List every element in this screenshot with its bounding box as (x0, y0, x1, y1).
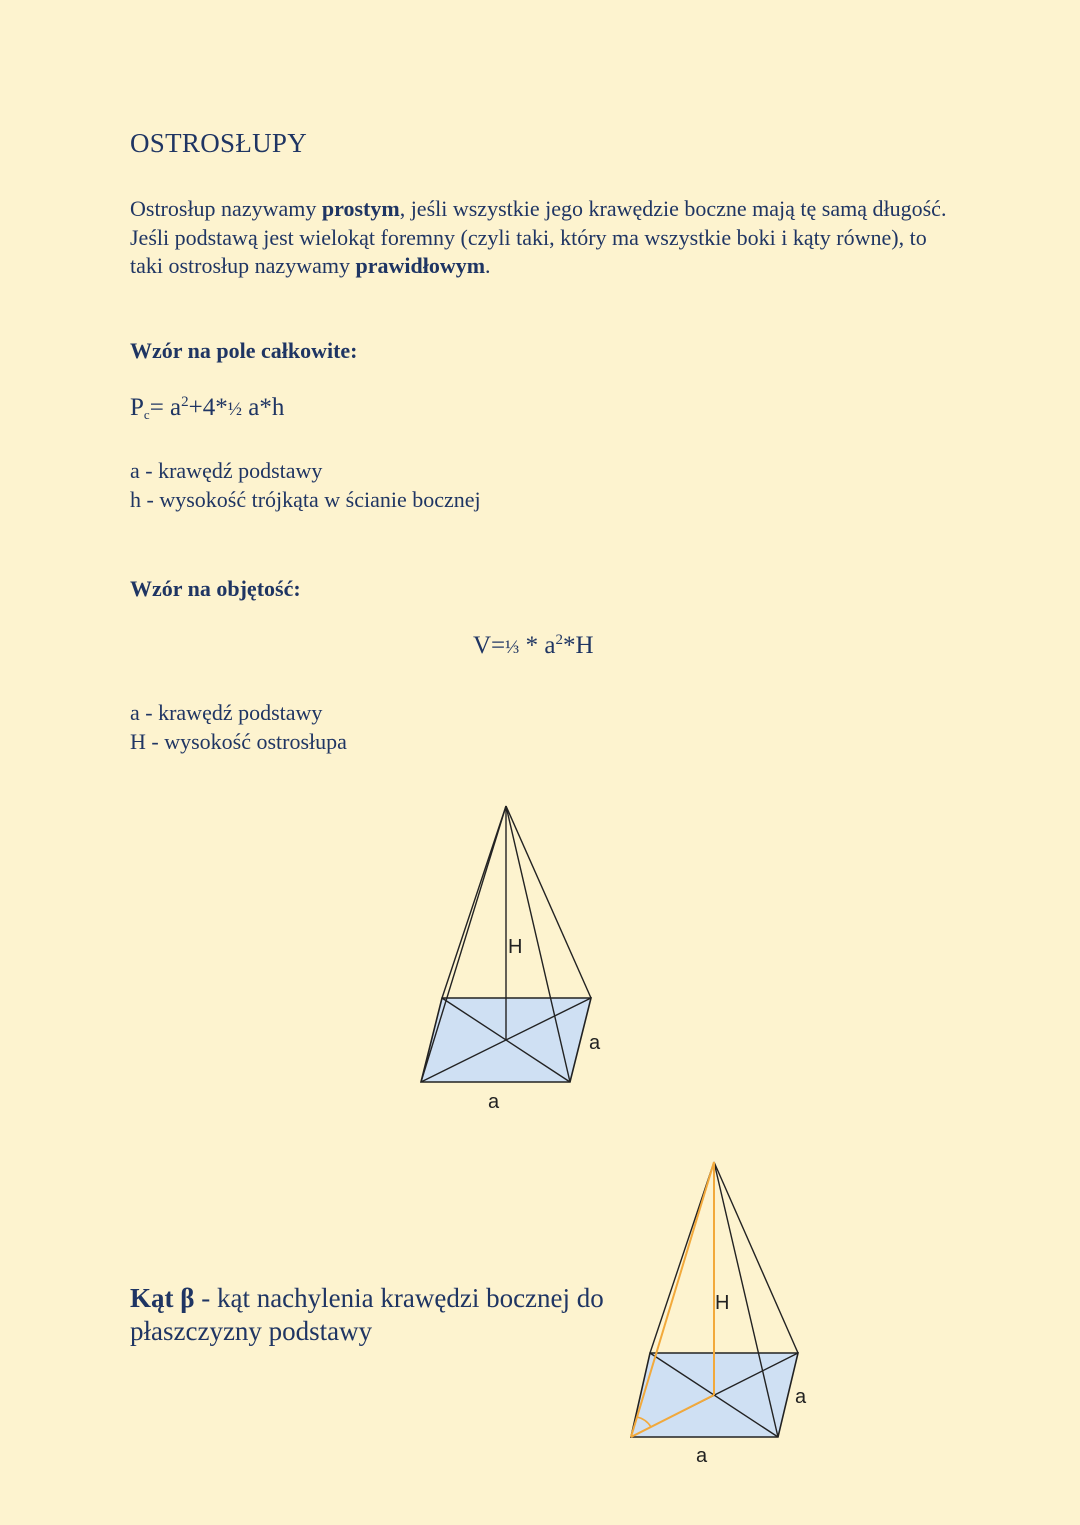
pyramid1-label-a-bottom: a (488, 1091, 500, 1113)
formula-part: = a (149, 394, 182, 421)
angle-description: - kąt nachylenia krawędzi bocznej do płaszczyzny podstawy (130, 1283, 604, 1346)
legend-item: h - wysokość trójkąta w ścianie bocznej (130, 486, 481, 512)
formula-subscript: c (143, 407, 150, 422)
pyramid2-label-H: H (715, 1292, 730, 1314)
legend-item: a - krawędź podstawy (130, 700, 323, 725)
intro-text: Ostrosłup nazywamy (130, 196, 322, 221)
pyramid2-edge (714, 1162, 798, 1353)
formula-fraction: ½ (227, 399, 242, 420)
intro-text: . (485, 253, 491, 278)
pyramid1-label-H: H (508, 936, 523, 958)
legend-item: a - krawędź podstawy (130, 458, 323, 483)
legend-item: H - wysokość ostrosłupa (130, 728, 347, 754)
formula-superscript: 2 (181, 394, 189, 410)
angle-term: Kąt β (130, 1283, 195, 1313)
term-prawidlowy: prawidłowym (355, 253, 486, 278)
formula-part: +4* (188, 394, 228, 421)
intro-text: Jeśli podstawą jest wielokąt foremny (czyli taki, który ma wszystkie boki i kąty równe), to taki ostrosłup nazywamy (130, 224, 927, 278)
formula-part: *H (563, 632, 594, 659)
pyramid2-label-a-side: a (795, 1386, 807, 1408)
formula-part: * a (519, 632, 556, 659)
formula-superscript: 2 (555, 632, 564, 648)
formula-part: a*h (242, 394, 285, 421)
area-heading: Wzór na pole całkowite: (130, 338, 358, 363)
formula-fraction: ⅓ (505, 637, 520, 658)
page-title: OSTROSŁUPY (130, 128, 308, 158)
formula-part: V= (473, 632, 506, 659)
volume-heading: Wzór na objętość: (130, 576, 301, 601)
pyramid2-label-a-bottom: a (696, 1445, 708, 1467)
intro-text: , jeśli wszystkie jego krawędzie boczne mają tę samą długość. (399, 196, 947, 221)
formula-part: P (130, 394, 144, 421)
term-prosty: prostym (321, 196, 400, 221)
pyramid1-label-a-side: a (589, 1032, 601, 1054)
